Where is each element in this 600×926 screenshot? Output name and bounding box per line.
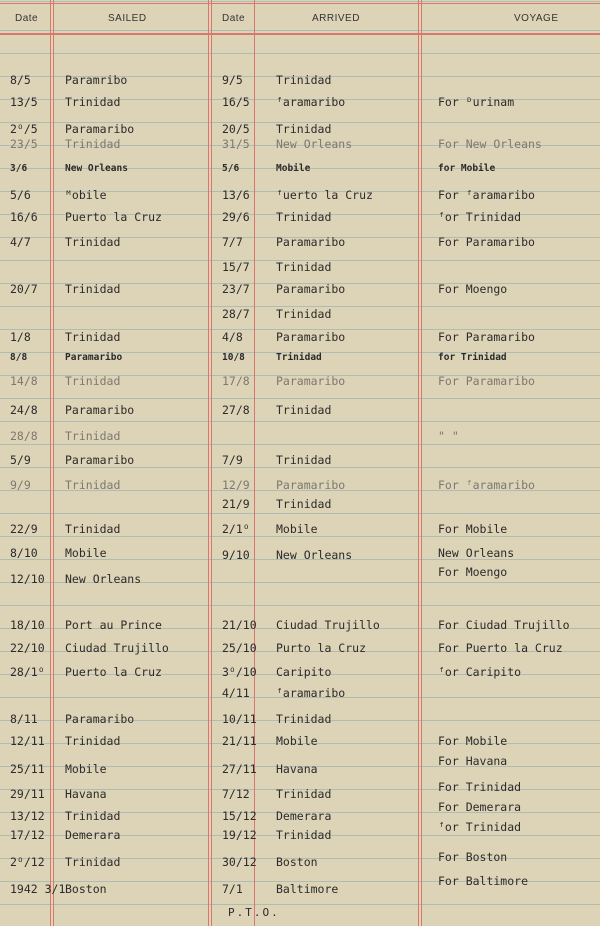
sailed-port: Trinidad <box>65 137 121 151</box>
column-rule <box>418 0 419 926</box>
column-rule <box>254 0 255 926</box>
arrived-date: 4/11 <box>222 686 250 700</box>
arrived-date: 15/7 <box>222 260 250 274</box>
sailed-port: Demerara <box>65 828 121 842</box>
sailed-port: Port au Prince <box>65 618 162 632</box>
voyage-note: For Boston <box>438 850 508 864</box>
sailed-date: 1/8 <box>10 330 31 344</box>
arrived-port: Trinidad <box>276 828 332 842</box>
sailed-port: Trinidad <box>65 734 121 748</box>
arrived-port: Paramaribo <box>276 330 346 344</box>
sailed-port: Puerto la Cruz <box>65 665 162 679</box>
voyage-note: For Baltimore <box>438 874 529 888</box>
voyage-note: ᶠor Trinidad <box>438 210 522 224</box>
arrived-date: 13/6 <box>222 188 250 202</box>
arrived-date: 4/8 <box>222 330 243 344</box>
sailed-date: 8/11 <box>10 712 38 726</box>
arrived-date: 21/10 <box>222 618 257 632</box>
sailed-date: 22/10 <box>10 641 45 655</box>
arrived-date: 5/6 <box>222 163 240 174</box>
arrived-date: 20/5 <box>222 122 250 136</box>
arrived-port: ᶠaramaribo <box>276 95 346 109</box>
sailed-date: 2ᴼ/12 <box>10 855 45 869</box>
arrived-port: Paramaribo <box>276 478 346 492</box>
sailed-date: 5/9 <box>10 453 31 467</box>
arrived-date: 3ᴼ/10 <box>222 665 257 679</box>
arrived-date: 16/5 <box>222 95 250 109</box>
sailed-port: Puerto la Cruz <box>65 210 162 224</box>
sailed-date: 23/5 <box>10 137 38 151</box>
sailed-date: 18/10 <box>10 618 45 632</box>
arrived-port: Trinidad <box>276 453 332 467</box>
sailed-port: Paramaribo <box>65 122 135 136</box>
arrived-date: 17/8 <box>222 374 250 388</box>
arrived-port: Trinidad <box>276 307 332 321</box>
header-sailed: SAILED <box>108 13 147 24</box>
arrived-port: Trinidad <box>276 712 332 726</box>
sailed-date: 12/11 <box>10 734 45 748</box>
sailed-port: Trinidad <box>65 282 121 296</box>
voyage-note: ᶠor Trinidad <box>438 820 522 834</box>
sailed-port: Paramribo <box>65 73 128 87</box>
voyage-note: for Mobile <box>438 163 496 174</box>
sailed-port: Trinidad <box>65 429 121 443</box>
sailed-port: ᴹobile <box>65 188 107 202</box>
arrived-port: ᶠaramaribo <box>276 686 346 700</box>
voyage-note: For ᴰurinam <box>438 95 515 109</box>
arrived-port: Trinidad <box>276 73 332 87</box>
arrived-port: Purto la Cruz <box>276 641 367 655</box>
sailed-port: Paramaribo <box>65 712 135 726</box>
voyage-note: For Trinidad <box>438 780 522 794</box>
arrived-port: Mobile <box>276 522 318 536</box>
arrived-date: 7/12 <box>222 787 250 801</box>
arrived-date: 23/7 <box>222 282 250 296</box>
header-rule <box>0 33 600 35</box>
sailed-port: Paramaribo <box>65 453 135 467</box>
arrived-date: 21/11 <box>222 734 257 748</box>
sailed-date: 3/6 <box>10 163 28 174</box>
arrived-port: Havana <box>276 762 318 776</box>
arrived-date: 30/12 <box>222 855 257 869</box>
arrived-date: 21/9 <box>222 497 250 511</box>
arrived-port: Boston <box>276 855 318 869</box>
voyage-note: For Demerara <box>438 800 522 814</box>
voyage-note: for Trinidad <box>438 352 507 363</box>
arrived-port: Ciudad Trujillo <box>276 618 380 632</box>
sailed-date: 22/9 <box>10 522 38 536</box>
sailed-port: Paramaribo <box>65 352 123 363</box>
sailed-date: 25/11 <box>10 762 45 776</box>
arrived-date: 25/10 <box>222 641 257 655</box>
sailed-port: Trinidad <box>65 95 121 109</box>
voyage-note: For Paramaribo <box>438 374 535 388</box>
voyage-note: For Puerto la Cruz <box>438 641 563 655</box>
column-rule <box>211 0 212 926</box>
arrived-port: New Orleans <box>276 548 353 562</box>
sailed-date: 29/11 <box>10 787 45 801</box>
sailed-port: Mobile <box>65 546 107 560</box>
voyage-note: For Havana <box>438 754 508 768</box>
arrived-date: 29/6 <box>222 210 250 224</box>
pto-note: P.T.O. <box>228 906 280 919</box>
sailed-port: Mobile <box>65 762 107 776</box>
column-rule <box>421 0 422 926</box>
arrived-date: 15/12 <box>222 809 257 823</box>
top-rule <box>0 3 600 4</box>
arrived-port: Paramaribo <box>276 282 346 296</box>
sailed-date: 14/8 <box>10 374 38 388</box>
column-rule <box>53 0 54 926</box>
column-rule <box>208 0 209 926</box>
sailed-date: 28/1ᴼ <box>10 665 45 679</box>
sailed-port: Havana <box>65 787 107 801</box>
arrived-port: Trinidad <box>276 260 332 274</box>
arrived-date: 9/10 <box>222 548 250 562</box>
sailed-date: 9/9 <box>10 478 31 492</box>
sailed-date: 8/10 <box>10 546 38 560</box>
sailed-date: 17/12 <box>10 828 45 842</box>
sailed-port: Trinidad <box>65 478 121 492</box>
sailed-date: 5/6 <box>10 188 31 202</box>
sailed-date: 1942 3/1 <box>10 882 66 896</box>
arrived-date: 2/1ᴼ <box>222 522 250 536</box>
arrived-date: 7/1 <box>222 882 243 896</box>
arrived-date: 12/9 <box>222 478 250 492</box>
sailed-port: Trinidad <box>65 855 121 869</box>
sailed-date: 24/8 <box>10 403 38 417</box>
sailed-port: Trinidad <box>65 522 121 536</box>
voyage-note: ᶠor Caripito <box>438 665 522 679</box>
arrived-date: 10/11 <box>222 712 257 726</box>
arrived-date: 7/9 <box>222 453 243 467</box>
sailed-date: 16/6 <box>10 210 38 224</box>
header-voyage: VOYAGE <box>514 13 559 24</box>
header-date-sailed: Date <box>15 13 39 24</box>
arrived-port: Caripito <box>276 665 332 679</box>
arrived-port: Trinidad <box>276 497 332 511</box>
voyage-note: For ᶠaramaribo <box>438 478 535 492</box>
sailed-port: Trinidad <box>65 235 121 249</box>
voyage-note: For New Orleans <box>438 137 542 151</box>
sailed-port: Trinidad <box>65 374 121 388</box>
arrived-port: Mobile <box>276 734 318 748</box>
voyage-note: For Moengo <box>438 565 508 579</box>
sailed-date: 13/12 <box>10 809 45 823</box>
sailed-port: New Orleans <box>65 163 128 174</box>
sailed-port: Trinidad <box>65 330 121 344</box>
arrived-port: Paramaribo <box>276 235 346 249</box>
sailed-port: New Orleans <box>65 572 142 586</box>
arrived-date: 31/5 <box>222 137 250 151</box>
sailed-date: 8/5 <box>10 73 31 87</box>
sailed-port: Boston <box>65 882 107 896</box>
arrived-port: Trinidad <box>276 403 332 417</box>
voyage-note: For Paramaribo <box>438 235 535 249</box>
voyage-note: For Ciudad Trujillo <box>438 618 570 632</box>
sailed-date: 20/7 <box>10 282 38 296</box>
voyage-note: For ᶠaramaribo <box>438 188 535 202</box>
voyage-note: For Moengo <box>438 282 508 296</box>
sailed-port: Trinidad <box>65 809 121 823</box>
arrived-date: 7/7 <box>222 235 243 249</box>
sailed-date: 12/10 <box>10 572 45 586</box>
arrived-port: Baltimore <box>276 882 339 896</box>
sailed-date: 8/8 <box>10 352 28 363</box>
sailed-port: Paramaribo <box>65 403 135 417</box>
arrived-date: 28/7 <box>222 307 250 321</box>
arrived-date: 27/11 <box>222 762 257 776</box>
arrived-port: New Orleans <box>276 137 353 151</box>
arrived-date: 9/5 <box>222 73 243 87</box>
sailed-date: 13/5 <box>10 95 38 109</box>
voyage-note: " " <box>438 429 459 443</box>
arrived-port: Trinidad <box>276 787 332 801</box>
arrived-date: 27/8 <box>222 403 250 417</box>
arrived-port: Trinidad <box>276 210 332 224</box>
voyage-note: For Mobile <box>438 734 508 748</box>
sailed-port: Ciudad Trujillo <box>65 641 169 655</box>
arrived-port: Demerara <box>276 809 332 823</box>
voyage-note: For Paramaribo <box>438 330 535 344</box>
arrived-date: 10/8 <box>222 352 245 363</box>
voyage-note: For Mobile <box>438 522 508 536</box>
arrived-port: Paramaribo <box>276 374 346 388</box>
arrived-port: Trinidad <box>276 122 332 136</box>
column-rule <box>50 0 51 926</box>
arrived-date: 19/12 <box>222 828 257 842</box>
arrived-port: Mobile <box>276 163 311 174</box>
sailed-date: 2ᴼ/5 <box>10 122 38 136</box>
header-arrived: ARRIVED <box>312 13 360 24</box>
voyage-note: New Orleans <box>438 546 515 560</box>
arrived-port: Trinidad <box>276 352 322 363</box>
sailed-date: 28/8 <box>10 429 38 443</box>
arrived-port: ᶠuerto la Cruz <box>276 188 373 202</box>
header-date-arrived: Date <box>222 13 246 24</box>
sailed-date: 4/7 <box>10 235 31 249</box>
